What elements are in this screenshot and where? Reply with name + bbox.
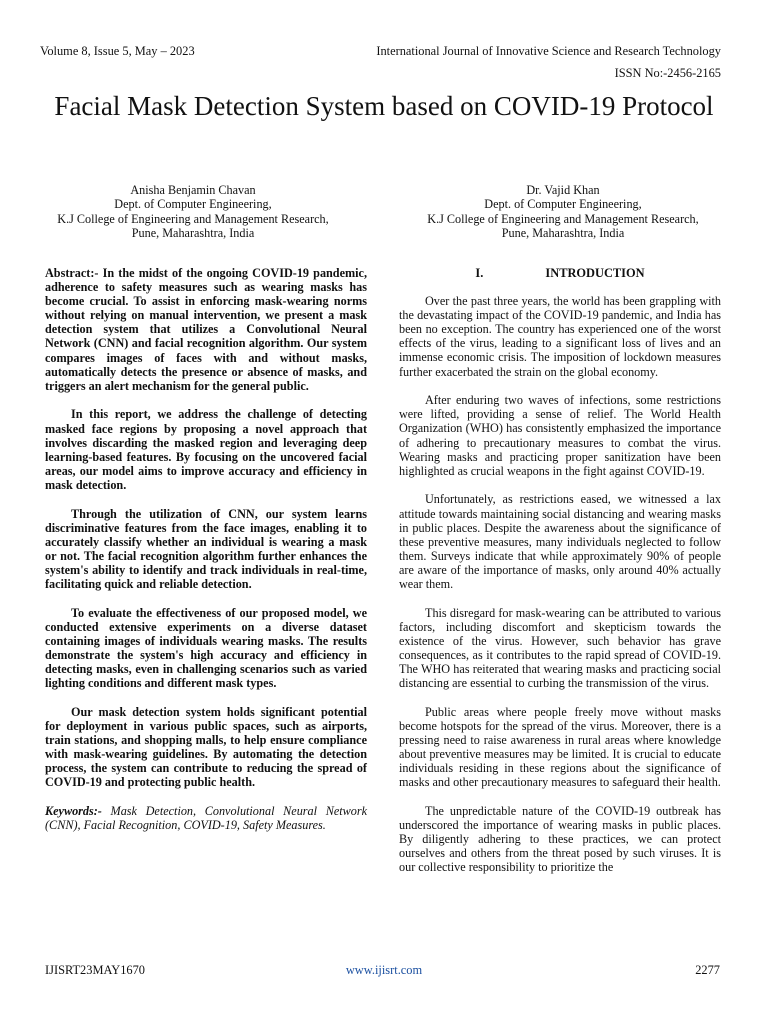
introduction-column	[399, 266, 721, 889]
author-location: Pune, Maharashtra, India	[131, 226, 255, 241]
author-location: Pune, Maharashtra, India	[501, 226, 625, 241]
section-heading	[399, 266, 721, 280]
author-block-1	[28, 183, 358, 241]
abstract-column	[45, 266, 367, 847]
author-department: Dept. of Computer Engineering,	[114, 197, 272, 212]
keywords	[45, 804, 367, 832]
abstract-text: In the midst of the ongoing COVID-19 pandemic, adherence to safety measures such as wearing masks has become crucial. To assist in enforcing mask-wearing norms without relying on manual intervention, we present a mask detection system that utilizes a Convolutional Neural Network (CNN) and facial recognition algorithm. Our system compares images of faces with and without masks, automatically detects the presence or absence of masks, and triggers an alert mechanism for the general public.	[45, 266, 367, 393]
body-paragraph: After enduring two waves of infections, some restrictions were lifted, providing a sense of relief. The World Health Organization (WHO) has consistently emphasized the importance of adhering to precautionary measures to combat the virus. Wearing masks and practicing proper sanitization have been highlighted as crucial weapons in the fight against COVID-19.	[399, 393, 721, 478]
body-paragraph: Over the past three years, the world has been grappling with the devastating impact of the COVID-19 pandemic, and India has been no exception. The country has experienced one of the worst effects of the virus, leading to a significant loss of lives and an immense economic crisis. The imposition of lockdown measures further exacerbated the strain on the global economy.	[399, 294, 721, 379]
abstract-paragraph: Our mask detection system holds significant potential for deployment in various public spaces, such as airports, train stations, and shopping malls, to help ensure compliance with mask-wearing guidelines. By automating the detection process, the system can contribute to reducing the spread of COVID-19 and protecting public health.	[45, 704, 367, 790]
footer-page-number: 2277	[695, 963, 720, 977]
abstract-paragraph: Through the utilization of CNN, our system learns discriminative features from the face images, enabling it to accurately classify whether an individual is wearing a mask or not. The facial recognition algorithm further enhances the system's ability to identify and track individuals in real-time, facilitating quick and reliable detection.	[45, 506, 367, 592]
running-header-volume: Volume 8, Issue 5, May – 2023	[40, 44, 195, 58]
abstract-paragraph	[45, 266, 367, 393]
paper-title: Facial Mask Detection System based on COVID-19 Protocol	[54, 91, 714, 121]
abstract-label: Abstract:-	[45, 266, 99, 280]
body-paragraph: Public areas where people freely move without masks become hotspots for the spread of the virus. Moreover, there is a pressing need to raise awareness in rural areas where knowledge about preventive measures may be limited. It is crucial to educate individuals residing in these regions about the significance of masks and other precautionary measures to safeguard their health.	[399, 704, 721, 790]
abstract-paragraph: To evaluate the effectiveness of our proposed model, we conducted extensive experiments on a diverse dataset containing images of individuals wearing masks. The results demonstrate the system's high accuracy and efficiency in detecting masks, even in challenging scenarios such as varied lighting conditions and different mask types.	[45, 605, 367, 691]
body-paragraph: Unfortunately, as restrictions eased, we witnessed a lax attitude towards maintaining social distancing and wearing masks in public places. Despite the awareness about the significance of these preventive measures, many individuals neglected to follow them. Surveys indicate that while approximately 90% of people are aware of the importance of masks, only around 40% actually wear them.	[399, 492, 721, 591]
footer-paper-id: IJISRT23MAY1670	[45, 963, 146, 977]
author-college: K.J College of Engineering and Management Research,	[57, 211, 329, 226]
running-header-journal: International Journal of Innovative Science and Research Technology	[376, 44, 721, 58]
issn-number: ISSN No:-2456-2165	[614, 66, 721, 80]
author-block-2	[398, 183, 728, 241]
section-title: INTRODUCTION	[545, 266, 645, 280]
body-paragraph: This disregard for mask-wearing can be attributed to various factors, including discomfort and skepticism towards the existence of the virus. However, such behavior has grave consequences, as it contributes to the rapid spread of COVID-19. The WHO has reiterated that wearing masks and practicing social distancing are essential to curbing the transmission of the virus.	[399, 605, 721, 691]
footer-website-link[interactable]: www.ijisrt.com	[345, 963, 423, 977]
author-name: Anisha Benjamin Chavan	[130, 183, 256, 197]
author-name: Dr. Vajid Khan	[526, 183, 600, 197]
author-department: Dept. of Computer Engineering,	[484, 197, 642, 212]
keywords-text: Mask Detection, Convolutional Neural Network (CNN), Facial Recognition, COVID-19, Safety Measures.	[45, 804, 367, 833]
author-college: K.J College of Engineering and Management Research,	[427, 211, 699, 226]
abstract-paragraph: In this report, we address the challenge of detecting masked face regions by proposing a novel approach that involves discarding the masked region and leveraging deep learning-based features. By focusing on the uncovered facial areas, our model aims to improve accuracy and efficiency in mask detection.	[45, 407, 367, 492]
section-number: I.	[475, 266, 484, 280]
body-paragraph: The unpredictable nature of the COVID-19 outbreak has underscored the importance of wearing masks in public places. By diligently adhering to these practices, we can protect ourselves and others from the threat posed by such viruses. It is our collective responsibility to prioritize the	[399, 803, 721, 875]
keywords-label: Keywords:-	[45, 804, 102, 819]
